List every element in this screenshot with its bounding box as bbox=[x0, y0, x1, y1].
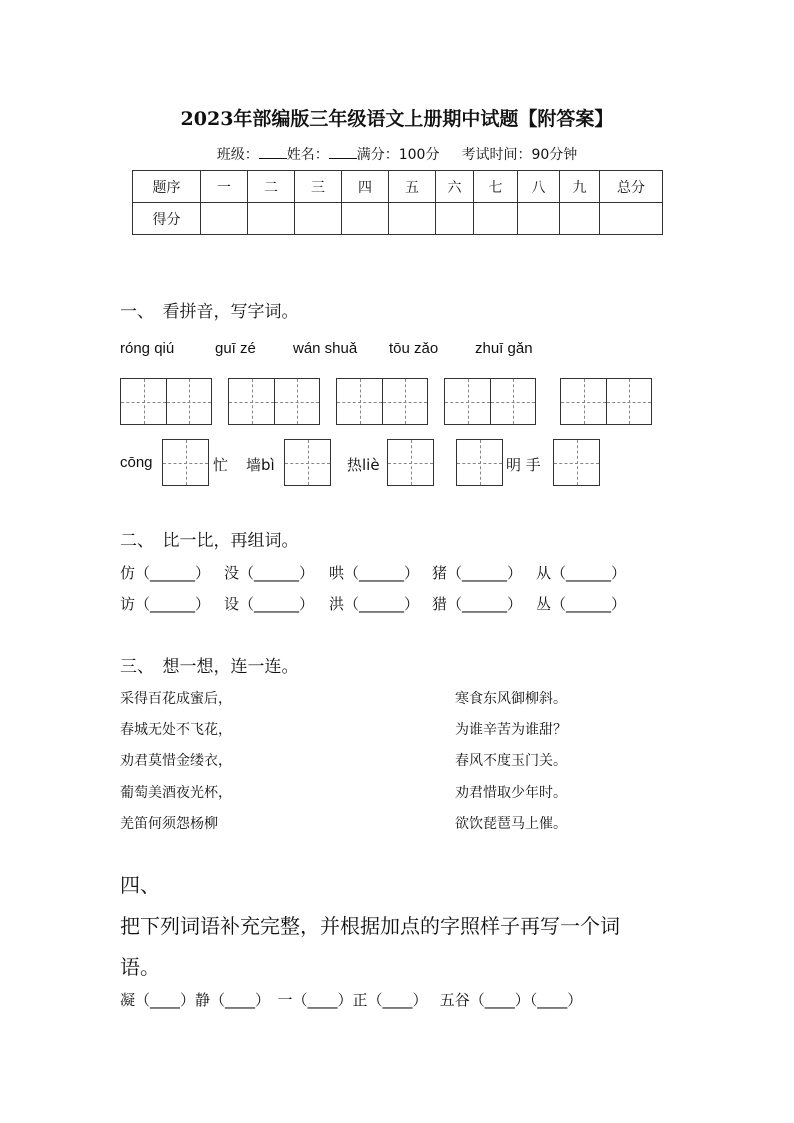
score-table-col: 五 bbox=[389, 171, 436, 203]
pinyin-label: zhuī gǎn bbox=[475, 340, 533, 357]
section4-heading: 四、 bbox=[120, 873, 160, 897]
writing-box[interactable] bbox=[284, 439, 331, 486]
writing-grid[interactable] bbox=[228, 378, 320, 425]
score-cell[interactable] bbox=[248, 203, 295, 235]
pinyin-label: guī zé bbox=[215, 340, 256, 357]
score-cell[interactable] bbox=[600, 203, 663, 235]
score-table-col: 二 bbox=[248, 171, 295, 203]
score-cell[interactable] bbox=[436, 203, 474, 235]
score-cell[interactable] bbox=[295, 203, 342, 235]
compare-item: 哄（______） bbox=[329, 564, 420, 582]
score-table-col: 六 bbox=[436, 171, 474, 203]
score-table-col: 总分 bbox=[600, 171, 663, 203]
word-text: 明 手 bbox=[506, 456, 541, 474]
score-cell[interactable] bbox=[518, 203, 560, 235]
compare-item: 猪（______） bbox=[432, 564, 523, 582]
poem-line-right: 劝君惜取少年时。 bbox=[455, 785, 567, 801]
compare-item: 丛（______） bbox=[536, 595, 627, 613]
score-table-col: 九 bbox=[560, 171, 600, 203]
score-table-header-row bbox=[133, 171, 663, 203]
exam-time-label: 考试时间：90分钟 bbox=[461, 147, 578, 163]
score-cell[interactable] bbox=[342, 203, 389, 235]
writing-grid[interactable] bbox=[444, 378, 536, 425]
word-text: 忙 bbox=[213, 456, 229, 474]
writing-grid[interactable] bbox=[120, 378, 212, 425]
writing-box[interactable] bbox=[456, 439, 503, 486]
pinyin-label: róng qiú bbox=[120, 340, 175, 357]
poem-line-left: 劝君莫惜金缕衣， bbox=[120, 753, 232, 769]
name-label: 姓名： bbox=[286, 147, 329, 163]
score-table-col: 三 bbox=[295, 171, 342, 203]
class-blank bbox=[259, 146, 287, 159]
poem-line-right: 欲饮琵琶马上催。 bbox=[455, 816, 567, 832]
exam-info bbox=[0, 144, 794, 164]
score-cell[interactable] bbox=[201, 203, 248, 235]
writing-box[interactable] bbox=[162, 439, 209, 486]
page-title: 2023年部编版三年级语文上册期中试题【附答案】 bbox=[180, 108, 614, 130]
score-table-col: 七 bbox=[474, 171, 518, 203]
compare-item: 访（______） bbox=[120, 595, 211, 613]
class-label: 班级： bbox=[216, 147, 259, 163]
compare-item: 设（______） bbox=[224, 595, 315, 613]
section4-instruction-cont: 语。 bbox=[120, 955, 160, 979]
poem-line-left: 羌笛何须怨杨柳 bbox=[120, 816, 218, 832]
pinyin-label: tōu zǎo bbox=[389, 340, 439, 357]
compare-item: 猎（______） bbox=[432, 595, 523, 613]
name-blank bbox=[329, 146, 357, 159]
pinyin-label: cōng bbox=[120, 454, 153, 471]
section3-heading: 三、 想一想，连一连。 bbox=[120, 657, 299, 677]
section4-instruction: 把下列词语补充完整，并根据加点的字照样子再写一个词 bbox=[120, 914, 620, 938]
writing-box[interactable] bbox=[553, 439, 600, 486]
poem-line-right: 寒食东风御柳斜。 bbox=[455, 691, 567, 707]
writing-grid[interactable] bbox=[560, 378, 652, 425]
poem-line-left: 采得百花成蜜后， bbox=[120, 691, 232, 707]
score-table-col: 四 bbox=[342, 171, 389, 203]
score-table-col: 一 bbox=[201, 171, 248, 203]
writing-box[interactable] bbox=[387, 439, 434, 486]
section1-heading: 一、 看拼音，写字词。 bbox=[120, 302, 299, 322]
writing-grid[interactable] bbox=[336, 378, 428, 425]
pinyin-label: wán shuǎ bbox=[293, 340, 358, 357]
score-table-col: 八 bbox=[518, 171, 560, 203]
compare-item: 洪（______） bbox=[329, 595, 420, 613]
word-text: 墙bì bbox=[246, 456, 275, 474]
compare-item: 没（______） bbox=[224, 564, 315, 582]
poem-line-right: 为谁辛苦为谁甜？ bbox=[455, 722, 567, 738]
poem-line-left: 葡萄美酒夜光杯， bbox=[120, 785, 232, 801]
full-score-label: 满分：100分 bbox=[356, 147, 440, 163]
score-cell[interactable] bbox=[560, 203, 600, 235]
score-table-score-row bbox=[133, 203, 663, 235]
word-text: 热liè bbox=[347, 456, 380, 474]
section2-heading: 二、 比一比，再组词。 bbox=[120, 531, 299, 551]
compare-item: 从（______） bbox=[536, 564, 627, 582]
score-table bbox=[132, 170, 663, 235]
score-table-header-label: 题序 bbox=[133, 171, 201, 203]
fill-in-words: 凝（____）静（____） 一（____）正（____） 五谷（____）（____） bbox=[120, 991, 583, 1009]
score-table-row-label: 得分 bbox=[133, 203, 201, 235]
score-cell[interactable] bbox=[389, 203, 436, 235]
score-cell[interactable] bbox=[474, 203, 518, 235]
compare-item: 仿（______） bbox=[120, 564, 211, 582]
poem-line-left: 春城无处不飞花， bbox=[120, 722, 232, 738]
poem-line-right: 春风不度玉门关。 bbox=[455, 753, 567, 769]
